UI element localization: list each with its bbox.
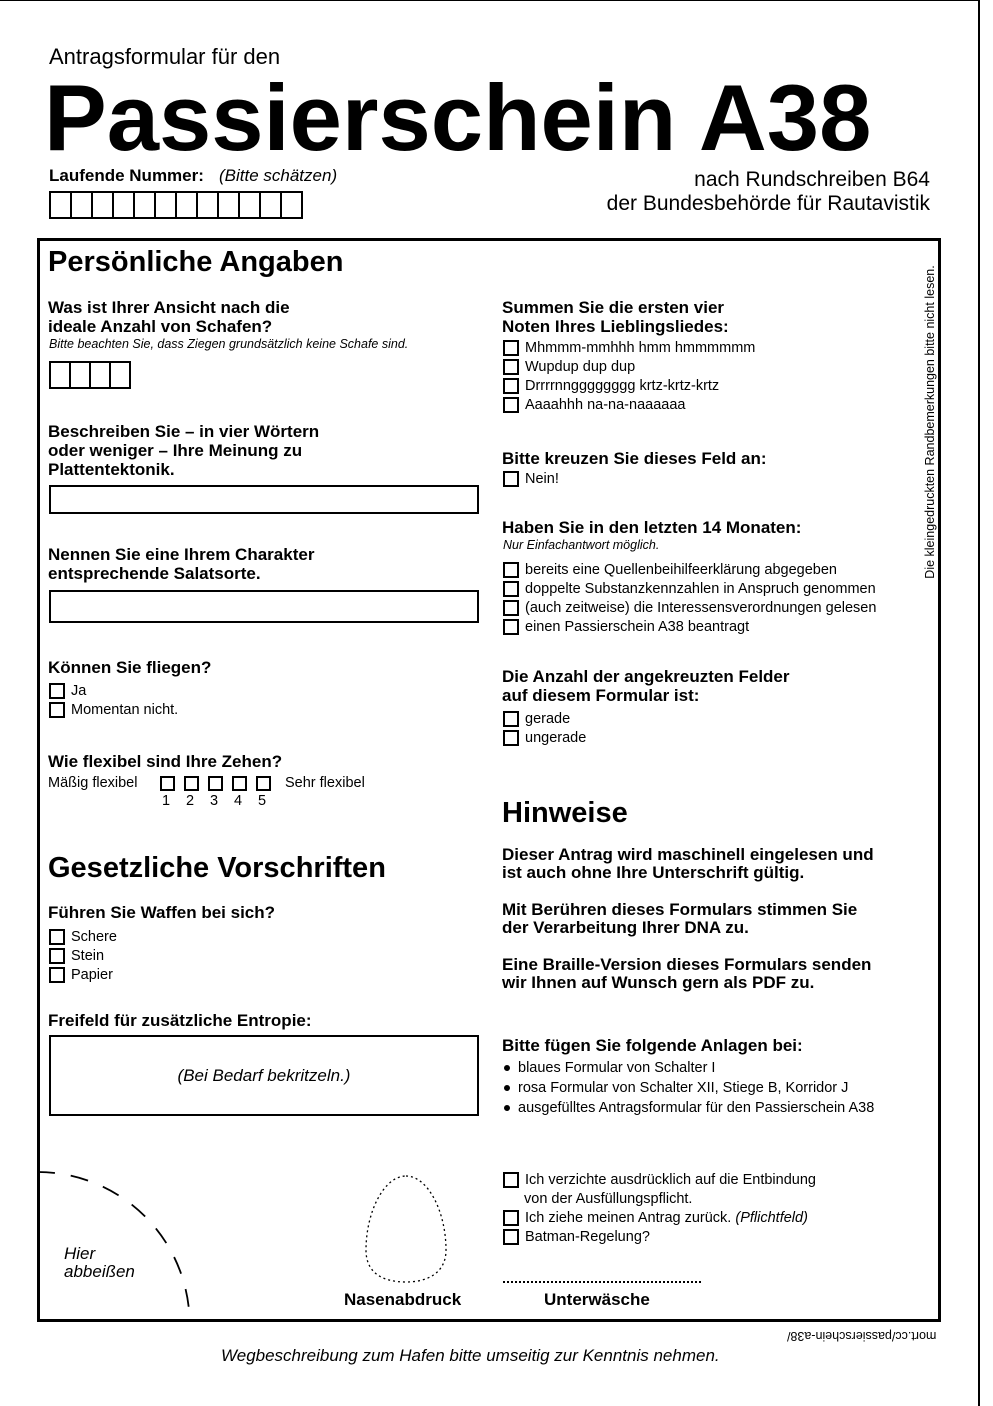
toes-scale-boxes [160,776,272,794]
list-item: rosa Formular von Schalter XII, Stiege B, Korridor J [504,1078,874,1098]
tick-options [503,469,559,488]
weapons-option-schere[interactable]: Schere [49,927,117,946]
note-paragraph-1: Dieser Antrag wird maschinell eingelesen und ist auch ohne Ihre Unterschrift gültig. [502,845,874,882]
personal-heading: Persönliche Angaben [48,246,344,278]
sheep-count-input[interactable] [49,361,131,389]
final-option-verzicht[interactable]: Ich verzichte ausdrücklich auf die Entbindung [503,1170,816,1189]
count-question: Die Anzahl der angekreuzten Felder auf diesem Formular ist: [502,667,790,705]
page-frame-right [978,0,980,1406]
final-option-verzicht-line2: von der Ausfüllungspflicht. [524,1190,693,1207]
toes-option-3[interactable] [208,776,223,791]
source-url: mort.cc/passierschein-a38/ [787,1329,937,1343]
entropy-field[interactable] [49,1035,479,1116]
months-options [503,560,876,636]
checkbox[interactable] [503,562,519,578]
checkbox[interactable] [503,340,519,356]
footer-note: Wegbeschreibung zum Hafen bitte umseitig zur Kenntnis nehmen. [221,1346,720,1365]
form-subtitle: Antragsformular für den [49,44,281,69]
toes-option-2[interactable] [184,776,199,791]
checkbox[interactable] [503,359,519,375]
final-options [503,1170,816,1246]
checkbox[interactable] [503,600,519,616]
months-option-2[interactable]: doppelte Substanzkennzahlen in Anspruch genommen [503,579,876,598]
checkbox[interactable] [503,378,519,394]
checkbox[interactable] [49,683,65,699]
checkbox[interactable] [49,948,65,964]
form-title: Passierschein A38 [44,65,872,170]
list-item: blaues Formular von Schalter I [504,1058,874,1078]
toes-question: Wie flexibel sind Ihre Zehen? [48,752,283,771]
tectonic-question: Beschreiben Sie – in vier Wörtern oder weniger – Ihre Meinung zu Plattentektonik. [48,422,320,479]
side-note: Die kleingedruckten Randbemerkungen bitte nicht lesen. [923,265,937,579]
list-item: ausgefülltes Antragsformular für den Passierschein A38 [504,1098,874,1118]
checkbox[interactable] [49,929,65,945]
checkbox[interactable] [503,711,519,727]
checkbox[interactable] [503,581,519,597]
toes-scale-numbers: 1 2 3 4 5 [162,793,267,809]
fly-options [49,681,178,719]
checkbox[interactable] [49,702,65,718]
song-options [503,338,755,414]
toes-option-4[interactable] [232,776,247,791]
toes-min-label: Mäßig flexibel [48,775,138,791]
months-hint: Nur Einfachantwort möglich. [503,538,660,552]
toes-option-5[interactable] [256,776,271,791]
weapons-option-papier[interactable]: Papier [49,965,117,984]
sheep-hint: Bitte beachten Sie, dass Ziegen grundsätzlich keine Schafe sind. [49,337,409,351]
serial-number-label: Laufende Nummer: [49,166,204,185]
bite-here-label: Hier abbeißen [64,1244,135,1281]
serial-number-hint: (Bitte schätzen) [219,166,338,185]
weapons-options [49,927,117,984]
legal-heading: Gesetzliche Vorschriften [48,852,386,884]
note-paragraph-3: Eine Braille-Version dieses Formulars senden wir Ihnen auf Wunsch gern als PDF zu. [502,955,872,992]
salad-input[interactable] [49,590,479,623]
page-frame-top [0,0,978,1]
notes-heading: Hinweise [502,797,628,829]
months-option-1[interactable]: bereits eine Quellenbeihilfeerklärung abgegeben [503,560,876,579]
checkbox[interactable] [503,471,519,487]
tick-option-nein[interactable]: Nein! [503,469,559,488]
fly-option-ja[interactable]: Ja [49,681,178,700]
checkbox[interactable] [503,397,519,413]
underwear-line[interactable] [503,1281,701,1283]
weapons-option-stein[interactable]: Stein [49,946,117,965]
underwear-label: Unterwäsche [544,1290,650,1309]
checkbox[interactable] [503,730,519,746]
months-question: Haben Sie in den letzten 14 Monaten: [502,518,802,537]
months-option-3[interactable]: (auch zeitweise) die Interessensverordnungen gelesen [503,598,876,617]
sheep-question: Was ist Ihrer Ansicht nach die ideale Anzahl von Schafen? [48,298,290,336]
serial-number-input[interactable] [49,191,303,219]
song-option-3[interactable]: Drrrrnngggggggg krtz-krtz-krtz [503,376,755,395]
fly-option-momentan-nicht[interactable]: Momentan nicht. [49,700,178,719]
toes-scale [48,775,137,791]
entropy-hint: (Bei Bedarf bekritzeln.) [177,1065,351,1085]
bite-here-arc [37,1160,207,1320]
song-question: Summen Sie die ersten vier Noten Ihres Lieblingsliedes: [502,298,729,336]
song-option-2[interactable]: Wupdup dup dup [503,357,755,376]
final-option-zurueck[interactable]: Ich ziehe meinen Antrag zurück. (Pflichtfeld) [503,1208,816,1227]
final-option-batman[interactable]: Batman-Regelung? [503,1227,816,1246]
count-option-gerade[interactable]: gerade [503,709,586,728]
tick-question: Bitte kreuzen Sie dieses Feld an: [502,449,767,468]
reference-line-2: der Bundesbehörde für Rautavistik [606,192,930,215]
weapons-question: Führen Sie Waffen bei sich? [48,903,276,922]
checkbox[interactable] [503,1210,519,1226]
count-option-ungerade[interactable]: ungerade [503,728,586,747]
song-option-1[interactable]: Mhmmm-mmhhh hmm hmmmmmm [503,338,755,357]
attachments-list [504,1058,874,1118]
nose-print-label: Nasenabdruck [344,1290,462,1309]
checkbox[interactable] [503,1229,519,1245]
toes-max-label: Sehr flexibel [285,775,365,791]
salad-question: Nennen Sie eine Ihrem Charakter entsprechende Salatsorte. [48,545,315,583]
checkbox[interactable] [49,967,65,983]
toes-option-1[interactable] [160,776,175,791]
attachments-question: Bitte fügen Sie folgende Anlagen bei: [502,1036,803,1055]
checkbox[interactable] [503,1172,519,1188]
count-options [503,709,586,747]
checkbox[interactable] [503,619,519,635]
song-option-4[interactable]: Aaaahhh na-na-naaaaaa [503,395,755,414]
entropy-label: Freifeld für zusätzliche Entropie: [48,1011,312,1030]
months-option-4[interactable]: einen Passierschein A38 beantragt [503,617,876,636]
note-paragraph-2: Mit Berühren dieses Formulars stimmen Sie der Verarbeitung Ihrer DNA zu. [502,900,858,937]
nose-print-area[interactable] [362,1172,452,1287]
tectonic-input[interactable] [49,485,479,514]
fly-question: Können Sie fliegen? [48,658,212,677]
reference-line-1: nach Rundschreiben B64 [694,168,930,191]
